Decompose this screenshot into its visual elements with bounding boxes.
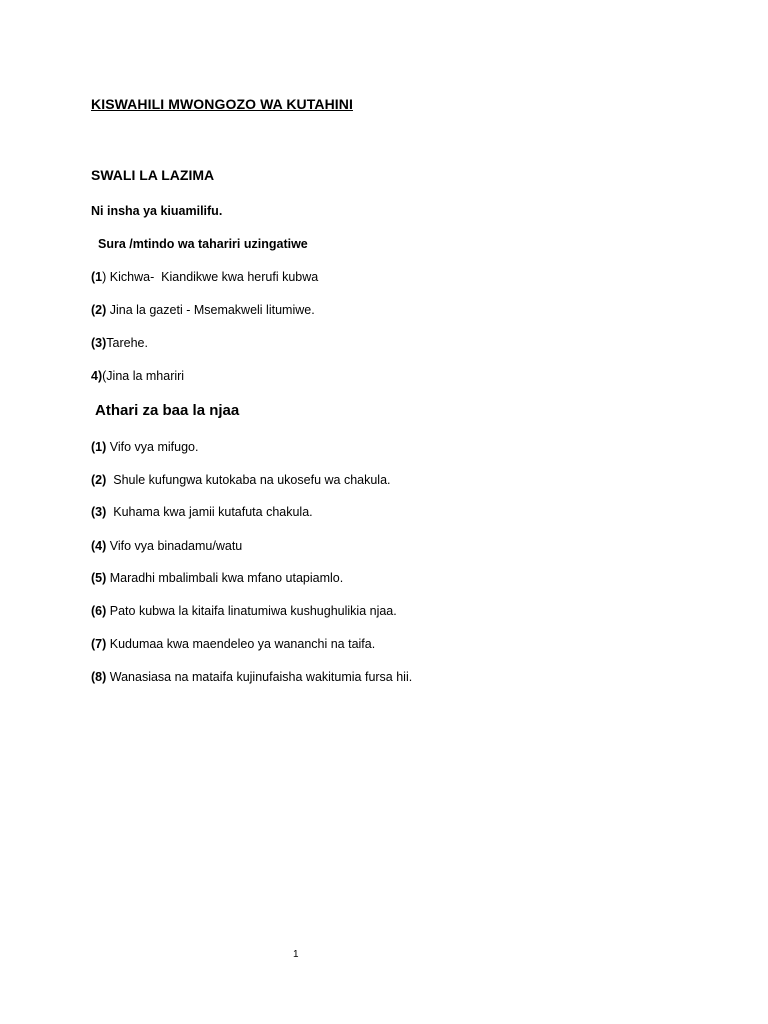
item-text: Pato kubwa la kitaifa linatumiwa kushughulikia njaa.: [106, 604, 397, 618]
item-text: Wanasiasa na mataifa kujinufaisha wakitumia fursa hii.: [106, 670, 413, 684]
item-number-close: ): [102, 270, 107, 284]
item-text: (Jina la mhariri: [102, 369, 185, 383]
item-text: Kuhama kwa jamii kutafuta chakula.: [106, 505, 313, 519]
list-item: [91, 670, 412, 684]
list-item: [91, 505, 313, 519]
item-number: (8): [91, 670, 107, 684]
item-text: Vifo vya binadamu/watu: [106, 539, 243, 553]
list-item: [91, 604, 397, 618]
item-number: (1): [91, 440, 107, 454]
item-text: Tarehe.: [106, 336, 148, 350]
item-text: Jina la gazeti - Msemakweli litumiwe.: [106, 303, 315, 317]
item-number: (2): [91, 303, 107, 317]
list-item: [91, 303, 315, 317]
item-number: (4): [91, 539, 107, 553]
list-item: [91, 270, 318, 284]
list-item: [91, 571, 343, 585]
list-item: [91, 473, 391, 487]
structure-subheading: Sura /mtindo wa tahariri uzingatiwe: [98, 237, 308, 251]
item-number: (3): [91, 336, 107, 350]
list-item: [91, 539, 242, 553]
list-item: [91, 369, 184, 383]
item-text: Kudumaa kwa maendeleo ya wananchi na taifa.: [106, 637, 376, 651]
item-number: (7): [91, 637, 107, 651]
section-heading-athari: Athari za baa la njaa: [95, 402, 240, 419]
list-item: [91, 336, 148, 350]
item-number: 4): [91, 369, 103, 383]
page-number: 1: [293, 949, 299, 960]
item-number: (6): [91, 604, 107, 618]
intro-line: Ni insha ya kiuamilifu.: [91, 204, 223, 218]
item-number: (2): [91, 473, 107, 487]
section-heading-swali-la-lazima: SWALI LA LAZIMA: [91, 167, 215, 183]
item-number: (1: [91, 270, 103, 284]
item-number: (3): [91, 505, 107, 519]
item-text: Vifo vya mifugo.: [106, 440, 199, 454]
item-text: Maradhi mbalimbali kwa mfano utapiamlo.: [106, 571, 344, 585]
item-number: (5): [91, 571, 107, 585]
document-title: KISWAHILI MWONGOZO WA KUTAHINI: [91, 96, 353, 112]
item-text: Kichwa- Kiandikwe kwa herufi kubwa: [106, 270, 319, 284]
item-text: Shule kufungwa kutokaba na ukosefu wa chakula.: [106, 473, 391, 487]
list-item: [91, 440, 198, 454]
list-item: [91, 637, 375, 651]
